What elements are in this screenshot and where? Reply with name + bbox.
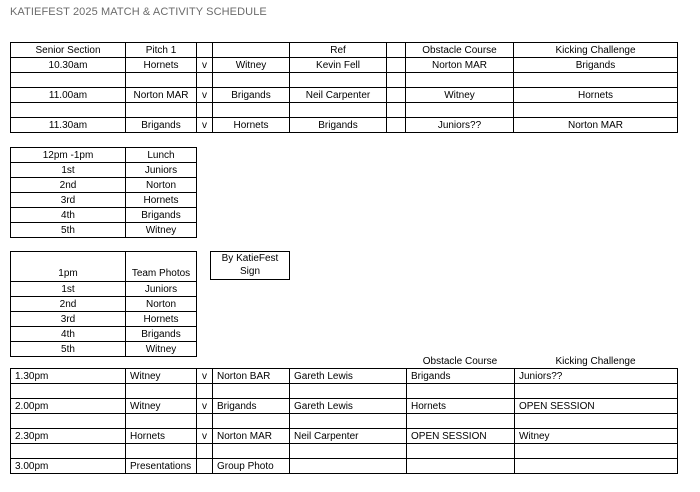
senior-cell — [387, 88, 406, 103]
senior-cell: Hornets — [514, 88, 678, 103]
lunch-row — [11, 193, 197, 208]
kicking-challenge-label: Kicking Challenge — [555, 356, 636, 367]
photos-cell: Brigands — [126, 327, 197, 342]
afternoon-row — [11, 414, 678, 429]
photos-row — [11, 342, 197, 357]
senior-header-row — [11, 43, 678, 58]
senior-cell — [197, 43, 213, 58]
senior-cell — [126, 73, 197, 88]
afternoon-cell — [197, 414, 213, 429]
team-photos-table — [10, 251, 197, 357]
senior-cell — [387, 103, 406, 118]
photos-row — [11, 297, 197, 312]
afternoon-cell: Group Photo — [213, 459, 290, 474]
senior-cell: Obstacle Course — [406, 43, 514, 58]
senior-cell: v — [197, 118, 213, 133]
senior-cell: Brigands — [213, 88, 290, 103]
photos-cell: Norton — [126, 297, 197, 312]
senior-cell: v — [197, 58, 213, 73]
afternoon-cell — [197, 384, 213, 399]
afternoon-cell — [11, 414, 126, 429]
afternoon-row — [11, 399, 678, 414]
senior-cell: Brigands — [126, 118, 197, 133]
photos-cell: 5th — [11, 342, 126, 357]
senior-cell: 11.00am — [11, 88, 126, 103]
lunch-cell: Witney — [126, 223, 197, 238]
afternoon-cell: v — [197, 399, 213, 414]
afternoon-cell: OPEN SESSION — [515, 399, 678, 414]
lunch-row — [11, 163, 197, 178]
afternoon-cell — [213, 384, 290, 399]
afternoon-cell: Juniors?? — [515, 369, 678, 384]
senior-cell: Pitch 1 — [126, 43, 197, 58]
photos-row — [11, 327, 197, 342]
afternoon-row — [11, 429, 678, 444]
senior-cell: Kevin Fell — [290, 58, 387, 73]
lunch-cell: 5th — [11, 223, 126, 238]
senior-cell — [387, 58, 406, 73]
lunch-cell: 12pm -1pm — [11, 148, 126, 163]
senior-cell — [387, 73, 406, 88]
afternoon-cell: Brigands — [407, 369, 515, 384]
senior-cell — [11, 73, 126, 88]
afternoon-cell — [515, 459, 678, 474]
afternoon-row — [11, 369, 678, 384]
lunch-cell: 1st — [11, 163, 126, 178]
afternoon-cell — [407, 459, 515, 474]
photos-cell: 4th — [11, 327, 126, 342]
note-line-2: Sign — [239, 266, 260, 277]
afternoon-cell — [515, 444, 678, 459]
senior-cell — [213, 103, 290, 118]
afternoon-cell: Gareth Lewis — [290, 369, 407, 384]
photos-cell: Team Photos — [126, 252, 197, 282]
afternoon-cell: 2.00pm — [11, 399, 126, 414]
senior-cell — [213, 43, 290, 58]
photos-cell: 1st — [11, 282, 126, 297]
senior-cell: Kicking Challenge — [514, 43, 678, 58]
senior-cell — [406, 103, 514, 118]
senior-cell — [290, 103, 387, 118]
afternoon-cell — [290, 414, 407, 429]
afternoon-cell: v — [197, 369, 213, 384]
lunch-row — [11, 223, 197, 238]
senior-cell: Norton MAR — [514, 118, 678, 133]
afternoon-cell: Gareth Lewis — [290, 399, 407, 414]
senior-cell — [514, 103, 678, 118]
afternoon-cell: Witney — [515, 429, 678, 444]
senior-cell: Norton MAR — [126, 88, 197, 103]
afternoon-cell — [290, 444, 407, 459]
photos-row — [11, 282, 197, 297]
afternoon-cell — [126, 414, 197, 429]
afternoon-cell — [515, 414, 678, 429]
senior-cell: Brigands — [514, 58, 678, 73]
senior-cell — [126, 103, 197, 118]
afternoon-row — [11, 444, 678, 459]
lunch-cell: Juniors — [126, 163, 197, 178]
afternoon-cell — [11, 444, 126, 459]
senior-cell — [514, 73, 678, 88]
photos-cell: Witney — [126, 342, 197, 357]
senior-cell — [197, 103, 213, 118]
obstacle-course-label: Obstacle Course — [422, 356, 498, 367]
afternoon-cell: Norton BAR — [213, 369, 290, 384]
afternoon-cell: 3.00pm — [11, 459, 126, 474]
senior-row — [11, 118, 678, 133]
afternoon-cell — [407, 384, 515, 399]
afternoon-cell: Witney — [126, 369, 197, 384]
senior-schedule-table — [10, 42, 678, 133]
photos-cell: Hornets — [126, 312, 197, 327]
photos-cell: 1pm — [11, 252, 126, 282]
afternoon-schedule-table — [10, 368, 678, 474]
afternoon-cell — [290, 384, 407, 399]
lunch-cell: 4th — [11, 208, 126, 223]
afternoon-cell — [197, 444, 213, 459]
afternoon-cell — [515, 384, 678, 399]
afternoon-cell — [407, 414, 515, 429]
afternoon-cell: Hornets — [407, 399, 515, 414]
senior-cell: 10.30am — [11, 58, 126, 73]
afternoon-cell: Neil Carpenter — [290, 429, 407, 444]
afternoon-cell — [126, 444, 197, 459]
senior-cell — [387, 43, 406, 58]
afternoon-cell: 2.30pm — [11, 429, 126, 444]
afternoon-cell: Witney — [126, 399, 197, 414]
afternoon-cell — [407, 444, 515, 459]
senior-cell: Norton MAR — [406, 58, 514, 73]
lunch-row — [11, 208, 197, 223]
senior-cell: Juniors?? — [406, 118, 514, 133]
afternoon-cell — [290, 459, 407, 474]
senior-cell: Witney — [213, 58, 290, 73]
senior-cell — [387, 118, 406, 133]
afternoon-row — [11, 459, 678, 474]
lunch-cell: Hornets — [126, 193, 197, 208]
senior-cell: 11.30am — [11, 118, 126, 133]
senior-cell: Witney — [406, 88, 514, 103]
lunch-cell: 2nd — [11, 178, 126, 193]
lunch-cell: 3rd — [11, 193, 126, 208]
afternoon-cell: Norton MAR — [213, 429, 290, 444]
afternoon-cell — [11, 384, 126, 399]
senior-row — [11, 73, 678, 88]
note-line-1: By KatieFest — [221, 253, 279, 264]
senior-cell: v — [197, 88, 213, 103]
afternoon-cell — [213, 444, 290, 459]
senior-cell — [406, 73, 514, 88]
senior-cell — [197, 73, 213, 88]
senior-cell: Hornets — [213, 118, 290, 133]
afternoon-cell — [213, 414, 290, 429]
lunch-cell: Lunch — [126, 148, 197, 163]
senior-cell: Brigands — [290, 118, 387, 133]
photos-row — [11, 312, 197, 327]
senior-row — [11, 88, 678, 103]
afternoon-cell — [126, 384, 197, 399]
senior-cell — [290, 73, 387, 88]
lunch-cell: Norton — [126, 178, 197, 193]
document-title: KATIEFEST 2025 MATCH & ACTIVITY SCHEDULE — [10, 6, 267, 18]
afternoon-cell — [197, 459, 213, 474]
senior-row — [11, 58, 678, 73]
senior-cell: Neil Carpenter — [290, 88, 387, 103]
afternoon-cell: Hornets — [126, 429, 197, 444]
photos-cell: 3rd — [11, 312, 126, 327]
senior-cell: Ref — [290, 43, 387, 58]
senior-cell: Hornets — [126, 58, 197, 73]
lunch-order-table — [10, 147, 197, 238]
afternoon-cell: Brigands — [213, 399, 290, 414]
photos-cell: 2nd — [11, 297, 126, 312]
afternoon-cell: OPEN SESSION — [407, 429, 515, 444]
senior-cell — [11, 103, 126, 118]
afternoon-cell: 1.30pm — [11, 369, 126, 384]
afternoon-cell: v — [197, 429, 213, 444]
photo-location-note — [210, 251, 290, 280]
senior-cell: Senior Section — [11, 43, 126, 58]
photos-header-row — [11, 252, 197, 282]
photos-cell: Juniors — [126, 282, 197, 297]
senior-cell — [213, 73, 290, 88]
afternoon-row — [11, 384, 678, 399]
lunch-cell: Brigands — [126, 208, 197, 223]
afternoon-cell: Presentations — [126, 459, 197, 474]
lunch-row — [11, 178, 197, 193]
senior-row — [11, 103, 678, 118]
lunch-header-row — [11, 148, 197, 163]
